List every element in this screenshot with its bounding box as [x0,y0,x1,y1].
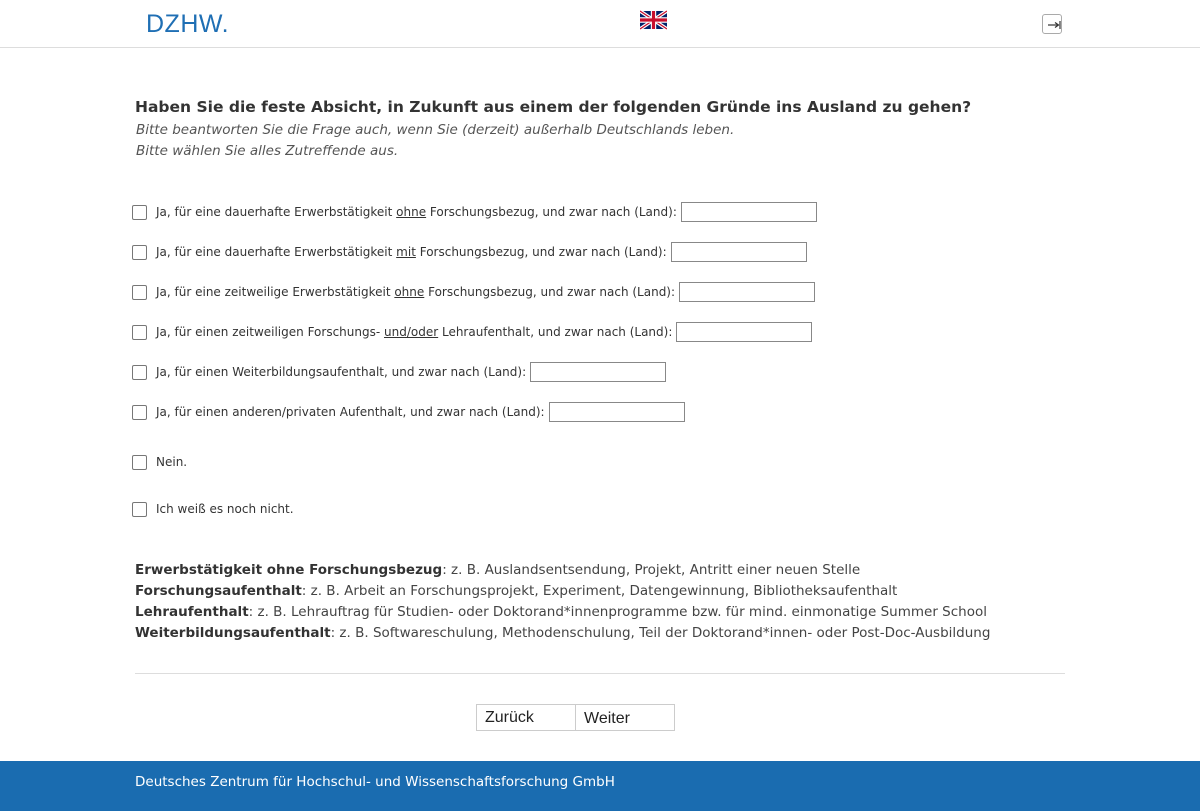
question-hint-1: Bitte beantworten Sie die Frage auch, wenn Sie (derzeit) außerhalb Deutschlands leben. [136,122,735,138]
option-1[interactable] [132,201,817,223]
top-bar [0,0,1200,48]
option-5-label: Ja, für einen Weiterbildungsaufenthalt, und zwar nach (Land): [156,365,527,379]
definition-row [135,623,1095,644]
option-4[interactable] [132,321,812,343]
footer [0,761,1200,811]
option-no[interactable] [132,451,187,473]
divider [135,673,1065,674]
option-dont-know-label: Ich weiß es noch nicht. [156,502,294,516]
checkbox-option-dont-know[interactable] [132,502,147,517]
definition-text: : z. B. Lehrauftrag für Studien- oder Doktorand*innenprogramme bzw. für mind. einmonatige Summer School [248,604,987,620]
checkbox-option-5[interactable] [132,365,147,380]
logout-button[interactable] [1042,14,1062,34]
definition-term: Weiterbildungsaufenthalt [135,625,331,641]
country-field-3[interactable] [679,282,815,302]
option-6-label: Ja, für einen anderen/privaten Aufenthalt, und zwar nach (Land): [156,405,545,419]
definition-row [135,560,1095,581]
checkbox-option-6[interactable] [132,405,147,420]
definition-term: Lehraufenthalt [135,604,249,620]
definition-text: : z. B. Auslandsentsendung, Projekt, Antritt einer neuen Stelle [442,562,861,578]
country-field-2[interactable] [671,242,807,262]
option-4-label: Ja, für einen zeitweiligen Forschungs- und/oder Lehraufenthalt, und zwar nach (Land): [156,325,673,339]
option-2[interactable] [132,241,807,263]
option-2-label: Ja, für eine dauerhafte Erwerbstätigkeit mit Forschungsbezug, und zwar nach (Land): [156,245,667,259]
option-1-label: Ja, für eine dauerhafte Erwerbstätigkeit ohne Forschungsbezug, und zwar nach (Land): [156,205,677,219]
option-5[interactable] [132,361,666,383]
definition-text: : z. B. Softwareschulung, Methodenschulung, Teil der Doktorand*innen- oder Post-Doc-Ausbildung [330,625,991,641]
definition-term: Erwerbstätigkeit ohne Forschungsbezug [135,562,443,578]
back-button[interactable]: Zurück [476,704,576,731]
country-field-5[interactable] [530,362,666,382]
next-button[interactable]: Weiter [576,704,675,731]
country-field-4[interactable] [676,322,812,342]
definitions-block [135,560,1095,644]
option-3[interactable] [132,281,815,303]
checkbox-option-no[interactable] [132,455,147,470]
dzhw-logo: DZHW. [146,10,230,38]
definition-row [135,581,1095,602]
uk-flag-icon[interactable] [640,10,667,30]
checkbox-option-2[interactable] [132,245,147,260]
definition-text: : z. B. Arbeit an Forschungsprojekt, Experiment, Datengewinnung, Bibliotheksaufenthalt [301,583,898,599]
checkbox-option-4[interactable] [132,325,147,340]
question-hint-2: Bitte wählen Sie alles Zutreffende aus. [136,143,399,159]
question-title: Haben Sie die feste Absicht, in Zukunft aus einem der folgenden Gründe ins Ausland zu gehen? [135,98,972,116]
option-no-label: Nein. [156,455,188,469]
footer-text: Deutsches Zentrum für Hochschul- und Wissenschaftsforschung GmbH [135,774,615,790]
checkbox-option-3[interactable] [132,285,147,300]
logout-icon [1043,15,1063,35]
option-3-label: Ja, für eine zeitweilige Erwerbstätigkeit ohne Forschungsbezug, und zwar nach (Land): [156,285,676,299]
country-field-6[interactable] [549,402,685,422]
definition-term: Forschungsaufenthalt [135,583,302,599]
navigation-buttons [476,704,675,731]
definition-row [135,602,1095,623]
option-6[interactable] [132,401,685,423]
checkbox-option-1[interactable] [132,205,147,220]
country-field-1[interactable] [681,202,817,222]
option-dont-know[interactable] [132,498,294,520]
